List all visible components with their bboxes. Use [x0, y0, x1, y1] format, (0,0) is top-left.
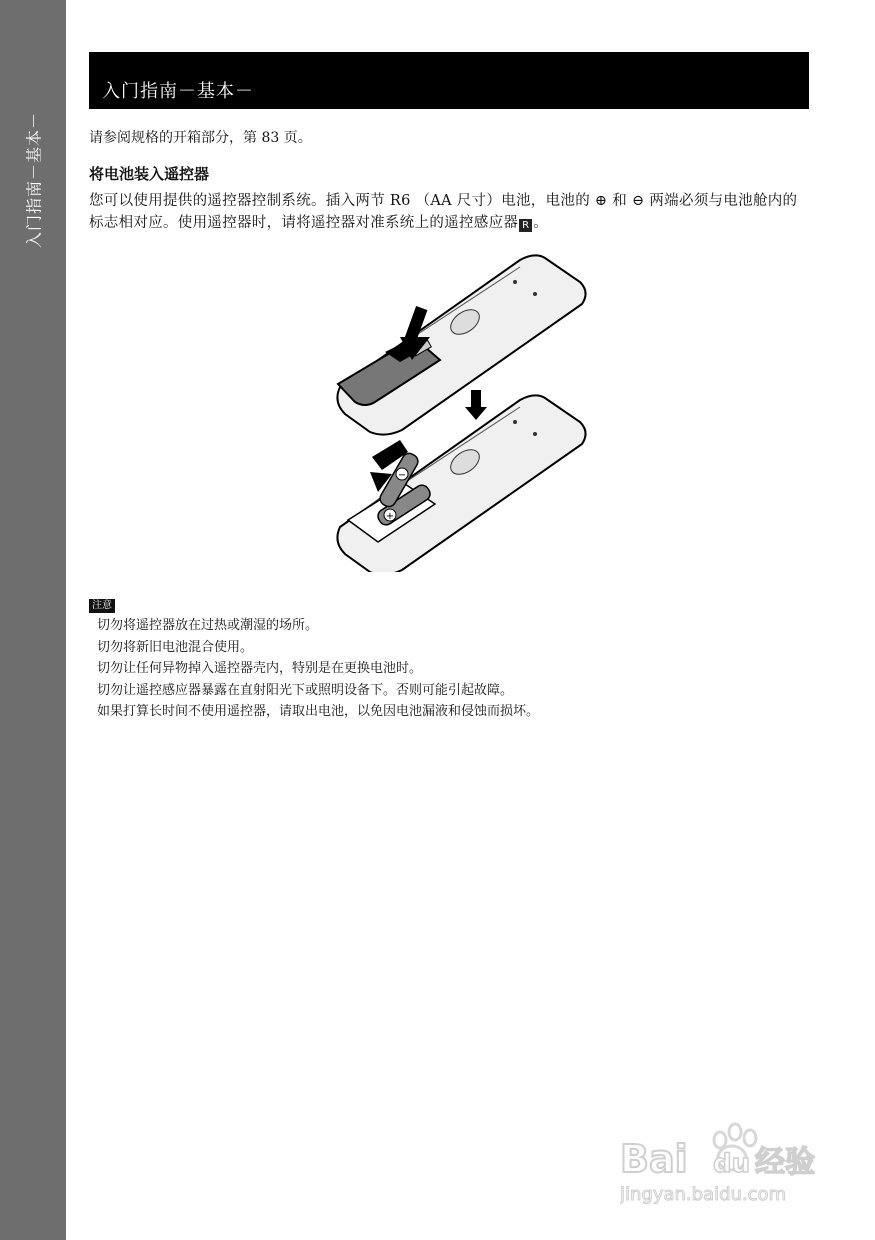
note-item: 切勿将新旧电池混合使用。	[97, 639, 254, 655]
watermark-url: jingyan.baidu.com	[620, 1184, 787, 1205]
watermark-brand-suffix: du	[713, 1149, 751, 1179]
instructions-paragraph	[89, 190, 809, 234]
baidu-watermark	[620, 1110, 830, 1210]
watermark-product: 经验	[755, 1145, 815, 1180]
plus-sign: +	[385, 511, 395, 522]
notes-list	[97, 615, 539, 723]
watermark-brand: Bai	[620, 1137, 688, 1181]
page-title: 入门指南－基本－	[102, 81, 254, 102]
instructions-text: 您可以使用提供的遥控器控制系统。插入两节 R6 （AA 尺寸）电池，电池的 ⊕ 和 ⊖ 两端必须与电池舱内的标志相对应。使用遥控器时，请将遥控器对准系统上的遥控感应器	[89, 193, 798, 231]
battery-install-illustration	[330, 252, 592, 572]
note-badge: 注意	[89, 599, 115, 613]
section-heading: 将电池装入遥控器	[89, 165, 210, 183]
section-header-bar	[89, 52, 809, 109]
reference-line: 请参阅规格的开箱部分，第 83 页。	[89, 130, 312, 146]
instructions-end: 。	[533, 215, 549, 231]
note-item: 切勿让遥控感应器暴露在直射阳光下或照明设备下。否则可能引起故障。	[97, 682, 514, 698]
note-item: 如果打算长时间不使用遥控器，请取出电池，以免因电池漏液和侵蚀而损坏。	[97, 704, 540, 719]
minus-sign: −	[397, 470, 407, 481]
note-item: 切勿将遥控器放在过热或潮湿的场所。	[97, 618, 319, 633]
remote-sensor-icon: R	[519, 219, 532, 232]
step-down-arrow	[465, 390, 487, 420]
note-item: 切勿让任何异物掉入遥控器壳内，特别是在更换电池时。	[97, 661, 423, 676]
side-section-label: 入门指南－基本－	[24, 111, 44, 249]
side-section-tab	[0, 0, 66, 1240]
